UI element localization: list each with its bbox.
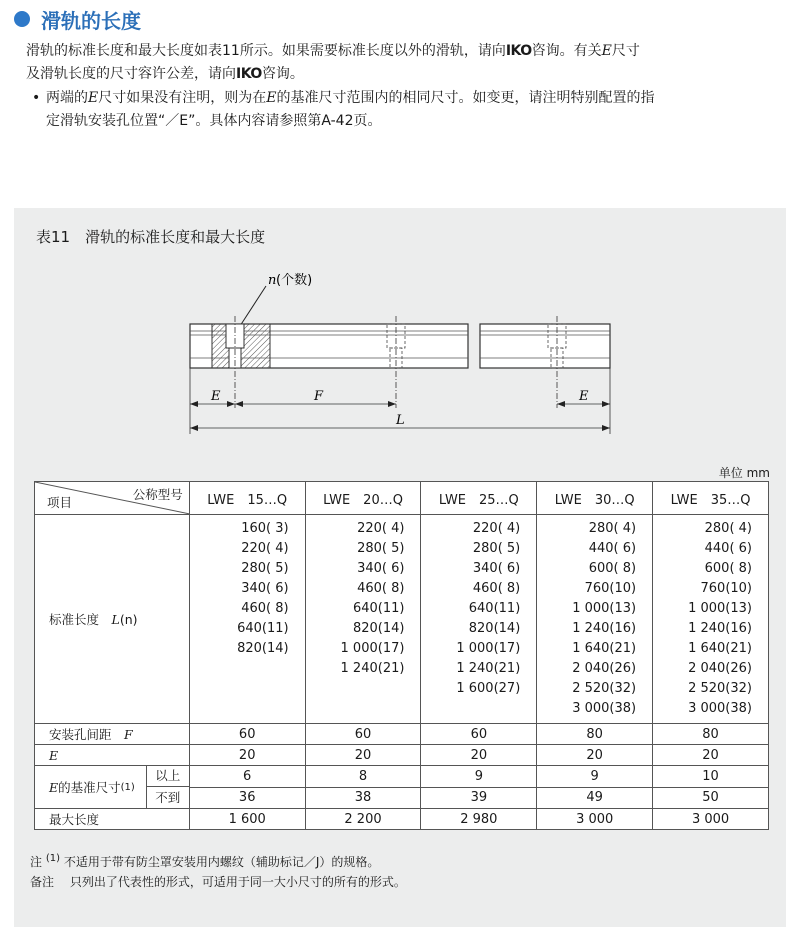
brand-logo-text: IKO [505,43,532,59]
std-length-value: 1 000(13) [572,601,637,616]
n-leader-line [240,286,266,326]
std-length-value: 820(14) [352,621,405,636]
e-variable: E [601,43,612,59]
eref-above-value: 8 [305,766,421,788]
dim-label-l: L [396,413,405,428]
eref-above-value: 9 [537,766,653,788]
pitch-value: 60 [189,724,305,745]
pitch-value: 60 [305,724,421,745]
footnote-text: 不适用于带有防尘罩安装用内螺纹（辅助标记／J）的规格。 [63,855,380,869]
length-table [34,481,769,830]
std-length-value: 340( 6) [241,581,289,596]
std-length-cell [653,515,769,724]
bullet-text-line2: 定滑轨安装孔位置“／E”。具体内容请参照第A-42页。 [46,113,382,129]
eref-below-value: 38 [305,787,421,809]
model-header: LWE 30…Q [537,482,653,515]
dim-label-e-left: E [211,389,221,404]
brand-logo-text: IKO [236,66,262,82]
model-header: LWE 25…Q [421,482,537,515]
std-length-cell [537,515,653,724]
std-length-value: 640(11) [468,601,521,616]
max-length-value: 3 000 [653,809,769,830]
section-title: 滑轨的长度 [41,8,141,33]
std-length-value: 1 240(16) [688,621,752,636]
model-header: LWE 35…Q [653,482,769,515]
pitch-row [35,724,769,745]
std-length-value: 1 000(17) [456,641,521,656]
pitch-label [35,724,190,745]
l-variable: L [111,612,120,627]
eref-above-value: 10 [653,766,769,788]
std-length-value: 820(14) [468,621,521,636]
pitch-value: 60 [421,724,537,745]
std-length-value: 460( 8) [472,581,521,596]
max-length-value: 2 980 [421,809,537,830]
intro-text-2: 咨询。有关 [531,43,602,59]
footnote-mark: (1) [120,781,135,793]
std-length-value: 820(14) [237,641,289,656]
intro-text-1: 滑轨的标准长度和最大长度如表11所示。如果需要标准长度以外的滑轨，请向 [26,43,506,59]
remark-note [30,873,406,890]
e-value: 20 [653,745,769,766]
std-length-value: 340( 6) [357,561,405,576]
std-length-value: 280( 5) [357,541,405,556]
header-item-label: 项目 [47,495,73,510]
std-length-value: 600( 8) [588,561,637,576]
std-length-value: 220( 4) [472,521,521,536]
std-length-value: 220( 4) [241,541,289,556]
e-row [35,745,769,766]
std-length-value: 760(10) [700,581,752,596]
std-length-value: 640(11) [237,621,289,636]
eref-below-value: 36 [189,787,305,809]
max-length-row [35,809,769,830]
dim-label-f: F [314,389,324,404]
std-length-cell [305,515,421,724]
std-length-label [35,515,190,724]
table-title: 表11 滑轨的标准长度和最大长度 [36,228,266,246]
eref-below-value: 39 [421,787,537,809]
std-length-value: 1 000(13) [688,601,752,616]
model-header: LWE 15…Q [189,482,305,515]
std-length-value: 600( 8) [704,561,752,576]
eref-below-value: 49 [537,787,653,809]
std-length-value: 440( 6) [704,541,752,556]
std-length-value: 3 000(38) [572,701,637,716]
std-length-value: 1 640(21) [572,641,637,656]
intro-text-5: 咨询。 [261,66,304,82]
std-length-value: 2 040(26) [688,661,752,676]
eref-label-cell [35,766,190,809]
std-length-value: 280( 4) [704,521,752,536]
max-length-value: 1 600 [189,809,305,830]
max-length-value: 2 200 [305,809,421,830]
bullet-circle-icon [14,11,30,27]
std-length-label-text: 标准长度 [49,612,112,627]
note-prefix: 注 [30,855,43,869]
footnote-1 [30,853,379,870]
bullet-note [26,87,790,133]
e-value: 20 [189,745,305,766]
max-length-value: 3 000 [537,809,653,830]
std-length-cell [189,515,305,724]
model-header: LWE 20…Q [305,482,421,515]
std-length-value: 1 640(21) [688,641,752,656]
std-length-value: 2 520(32) [572,681,637,696]
max-length-label: 最大长度 [35,809,190,830]
std-length-value: 1 600(27) [456,681,521,696]
std-length-value: 220( 4) [357,521,405,536]
intro-paragraph [26,40,790,86]
rail-diagram [14,208,786,448]
std-length-value: 1 240(21) [456,661,521,676]
intro-text-3: 尺寸 [611,43,640,59]
std-length-value: 160( 3) [241,521,289,536]
footnote-mark: (1) [45,853,61,864]
e-variable: E [88,90,99,106]
std-length-cell [421,515,537,724]
table-header-row [35,482,769,515]
pitch-value: 80 [653,724,769,745]
std-length-value: 2 040(26) [572,661,637,676]
dim-label-e-right: E [579,389,589,404]
bullet-text-a: 两端的 [46,90,88,106]
intro-text-4: 及滑轨长度的尺寸容许公差，请向 [26,66,236,82]
e-variable: E [49,779,59,795]
f-variable: F [124,727,133,742]
bullet-mark: • [32,90,41,106]
std-length-value: 1 000(17) [340,641,405,656]
bullet-text-c: 的基准尺寸范围内的相同尺寸。如变更，请注明特别配置的指 [276,90,655,106]
std-length-value: 280( 5) [241,561,289,576]
eref-above-row [35,766,769,788]
e-value: 20 [421,745,537,766]
below-label: 不到 [155,790,181,805]
eref-label-text: 的基准尺寸 [58,780,121,795]
std-length-value: 440( 6) [588,541,637,556]
std-length-suffix: (n) [119,612,138,627]
std-length-value: 340( 6) [472,561,521,576]
std-length-value: 640(11) [352,601,405,616]
std-length-value: 1 240(16) [572,621,637,636]
above-label: 以上 [147,766,189,787]
std-length-value: 1 240(21) [340,661,405,676]
e-value: 20 [305,745,421,766]
eref-above-value: 6 [189,766,305,788]
std-length-value: 760(10) [584,581,637,596]
bullet-text [46,87,790,133]
unit-label: 单位 mm [718,466,770,480]
e-variable: E [266,90,277,106]
table-panel [14,208,786,927]
section-header [14,6,141,32]
e-value: 20 [537,745,653,766]
pitch-label-text: 安装孔间距 [49,727,125,742]
n-variable: n [268,273,277,288]
eref-label [35,766,147,808]
remark-text: 只列出了代表性的形式，可适用于同一大小尺寸的所有的形式。 [69,875,406,889]
std-length-value: 3 000(38) [688,701,752,716]
e-label: E [35,745,190,766]
bullet-text-b: 尺寸如果没有注明，则为在 [98,90,267,106]
std-length-row [35,515,769,724]
std-length-value: 2 520(32) [688,681,752,696]
std-length-value: 460( 8) [241,601,289,616]
std-length-value: 460( 8) [357,581,405,596]
std-length-value: 280( 5) [472,541,521,556]
header-model-label: 公称型号 [132,487,183,502]
std-length-value: 280( 4) [588,521,637,536]
pitch-value: 80 [537,724,653,745]
eref-below-value: 50 [653,787,769,809]
n-label: (个数) [276,273,313,288]
header-corner-cell [35,482,190,515]
remark-prefix: 备注 [30,875,55,889]
eref-above-value: 9 [421,766,537,788]
